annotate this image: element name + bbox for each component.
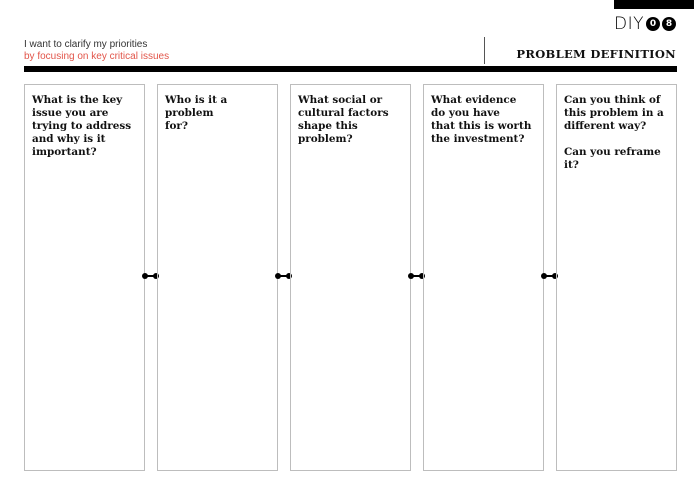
- card-reframe[interactable]: [556, 84, 677, 471]
- logo-digit-0: 0: [646, 17, 660, 31]
- logo-text: DIY: [614, 14, 644, 34]
- connector-dot-left: [541, 273, 547, 279]
- card-who[interactable]: [157, 84, 278, 471]
- card-question: Who is it a problem for?: [165, 94, 228, 132]
- logo-digit-1: 8: [662, 17, 676, 31]
- card-question: Can you think of this problem in a different way? Can you reframe it?: [564, 94, 664, 171]
- connector-dot-left: [275, 273, 281, 279]
- page-title: PROBLEM DEFINITION: [516, 47, 676, 61]
- card-question: What social or cultural factors shape this problem?: [298, 94, 389, 145]
- connector-dot-left: [408, 273, 414, 279]
- subtitle-line-2: by focusing on key critical issues: [24, 51, 170, 62]
- top-black-bar: [614, 0, 694, 9]
- header-divider: [484, 37, 485, 64]
- card-social-cultural[interactable]: [290, 84, 411, 471]
- connector-dot-left: [142, 273, 148, 279]
- header-rule: [24, 66, 677, 72]
- card-question: What evidence do you have that this is worth the investment?: [431, 94, 532, 145]
- card-evidence[interactable]: [423, 84, 544, 471]
- diy-logo: [614, 15, 676, 33]
- subtitle-line-1: I want to clarify my priorities: [24, 39, 148, 50]
- card-key-issue[interactable]: [24, 84, 145, 471]
- card-question: What is the key issue you are trying to address and why is it important?: [32, 94, 132, 158]
